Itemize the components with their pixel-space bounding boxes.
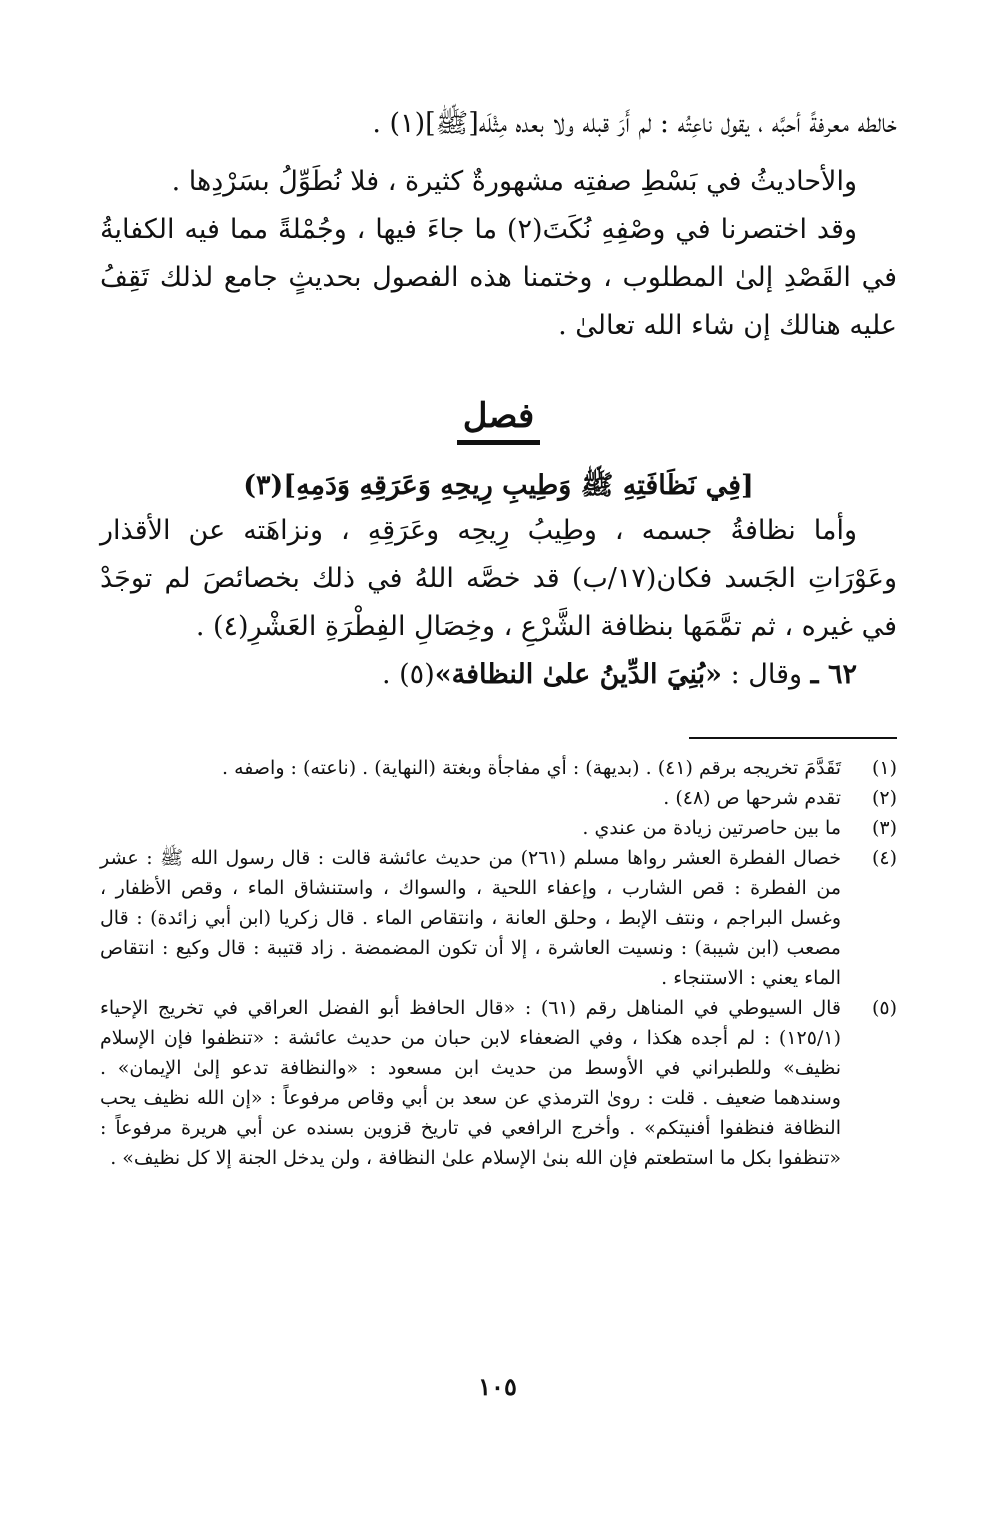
section-title: فصل	[457, 394, 541, 445]
footnote-text: تَقَدَّمَ تخريجه برقم (٤١) . (بديهة) : أي مفاجأة وبغتة (النهاية) . (ناعته) : واصفه .	[222, 757, 841, 779]
hadith-intro: وقال :	[730, 659, 803, 690]
hadith-number: ٦٢ ـ	[810, 659, 857, 690]
footnote-divider	[689, 737, 897, 739]
section-body	[100, 507, 897, 699]
footnote-number: (٢)	[871, 787, 897, 809]
section-paragraph: وأما نظافةُ جسمه ، وطِيبُ رِيحِه وعَرَقِهِ ، ونزاهَته عن الأقذار وعَوْرَاتِ الجَسد فكان(١٧/ب) قد خصَّه اللهُ في ذلك بخصائصَ لم توجَدْ في غيره ، ثم تمَّمَها بنظافة الشَّرْعِ ، وخِصَالِ الفِطْرَةِ العَشْرِ(٤) .	[100, 515, 897, 642]
footnotes	[100, 753, 897, 1173]
footnote	[100, 783, 897, 813]
section-subtitle: [فِي نَظَافَتِهِ ﷺ وَطِيبِ رِيحِهِ وَعَرَقِهِ وَدَمِهِ](٣)	[243, 470, 754, 501]
paragraph-3: وقد اختصرنا في وصْفِهِ نُكَتَ(٢) ما جاءَ فيها ، وجُمْلةً مما فيه الكفايةُ في القَصْدِ إلىٰ المطلوب ، وختمنا هذه الفصول بحديثٍ جامع لذلك تَقِفُ عليه هنالك إن شاء الله تعالىٰ .	[100, 214, 897, 341]
page-number: ١٠٥	[478, 1372, 517, 1401]
paragraph-1: خالطه معرفةً أحبَّه ، يقول ناعِتُه : لم أَرَ قبله ولا بعده مِثْلَه[ﷺ](١) .	[372, 108, 897, 139]
footnote-number: (٣)	[871, 817, 897, 839]
hadith-footnote-ref: (٥) .	[381, 659, 435, 690]
footnote-number: (٤)	[871, 847, 897, 869]
footnote-number: (١)	[871, 757, 897, 779]
footnote-text: خصال الفطرة العشر رواها مسلم (٢٦١) من حديث عائشة قالت : قال رسول الله ﷺ : عشر من الفطرة : قص الشارب ، وإعفاء اللحية ، والسواك ، واستنشاق الماء ، وقص الأظفار ، وغسل البراجم ، ونتف الإبط ، وحلق العانة ، وانتقاص الماء . قال زكريا (ابن أبي زائدة) : قال مصعب (ابن شيبة) : ونسيت العاشرة ، إلا أن تكون المضمضة . زاد قتيبة : قال وكيع : انتقاص الماء يعني : الاستنجاء .	[100, 847, 841, 989]
footnote	[100, 843, 897, 993]
footnote-text: تقدم شرحها ص (٤٨) .	[663, 787, 841, 809]
hadith-quote: «بُنِيَ الدِّينُ علىٰ النظافة»	[434, 659, 723, 690]
footnote-text: ما بين حاصرتين زيادة من عندي .	[582, 817, 841, 839]
footnote	[100, 813, 897, 843]
footnote	[100, 993, 897, 1173]
footnote	[100, 753, 897, 783]
paragraph-2: والأحاديثُ في بَسْطِ صفتِه مشهورةٌ كثيرة ، فلا نُطَوِّلُ بسَرْدِها .	[171, 166, 857, 197]
section-heading	[100, 394, 897, 507]
hadith-line	[100, 651, 897, 699]
footnote-number: (٥)	[871, 997, 897, 1019]
footnote-text: قال السيوطي في المناهل رقم (٦١) : «قال الحافظ أبو الفضل العراقي في تخريج الإحياء (١٢٥/١) : لم أجده هكذا ، وفي الضعفاء لابن حبان من حديث عائشة : «تنظفوا فإن الإسلام نظيف» وللطبراني في الأوسط من حديث ابن مسعود : «والنظافة تدعو إلىٰ الإيمان» . وسندهما ضعيف . قلت : روىٰ الترمذي عن سعد بن أبي وقاص مرفوعاً : «إن الله نظيف يحب النظافة فنظفوا أفنيتكم» . وأخرج الرافعي في تاريخ قزوين بسنده عن أبي هريرة مرفوعاً : «تنظفوا بكل ما استطعتم فإن الله بنىٰ الإسلام علىٰ النظافة ، ولن يدخل الجنة إلا كل نظيف» .	[100, 997, 841, 1169]
main-text	[100, 100, 897, 350]
